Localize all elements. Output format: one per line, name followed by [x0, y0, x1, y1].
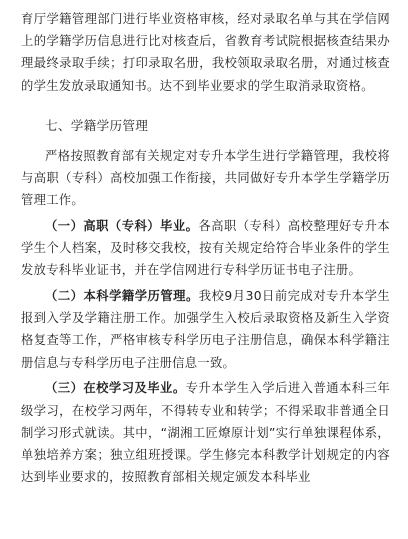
item-lead: （二）本科学籍学历管理。 — [45, 289, 199, 304]
item-paragraph-study — [21, 377, 390, 488]
section-title: 七、学籍学历管理 — [45, 117, 149, 133]
item-text: 我校9月30日前完成对专升本学生报到入学及学籍注册工作。加强学生入校后录取资格及新生入学资格复查等工作，严格审核专科学历电子注册信息，确保本科学籍注册信息与专科学历电子注册信息一致。 — [21, 289, 390, 370]
section-intro-paragraph: 严格按照教育部有关规定对专升本学生进行学籍管理，我校将与高职（专科）高校加强工作衔接，共同做好专升本学生学籍学历管理工作。 — [21, 148, 390, 208]
item-lead: （一）高职（专科）毕业。 — [45, 218, 199, 233]
item-paragraph-registration — [21, 285, 390, 374]
item-text: 专升本学生入学后进入普通本科三年级学习，在校学习两年，不得转专业和转学；不得采取非普通全日制学习形式就读。其中，“湖湘工匠燎原计划”实行单独课程体系，单独培养方案；独立组班授课。学生修完本科教学计划规定的内容达到毕业要求的，按照教育部相关规定颁发本科毕业 — [21, 381, 390, 485]
item-paragraph-graduation — [21, 215, 390, 282]
item-lead: （三）在校学习及毕业。 — [45, 381, 186, 396]
item-text: 各高职（专科）高校整理好专升本学生个人档案，及时移交我校，按有关规定给符合毕业条件的学生发放专科毕业证书，并在学信网进行专科学历证书电子注册。 — [21, 218, 390, 278]
intro-paragraph: 育厅学籍管理部门进行毕业资格审核，经对录取名单与其在学信网上的学籍学历信息进行比对核查后，省教育考试院根据核查结果办理最终录取手续；打印录取名册，我校领取录取名册，对通过核查的学生发放录取通知书。达不到毕业要求的学生取消录取资格。 — [21, 12, 390, 93]
